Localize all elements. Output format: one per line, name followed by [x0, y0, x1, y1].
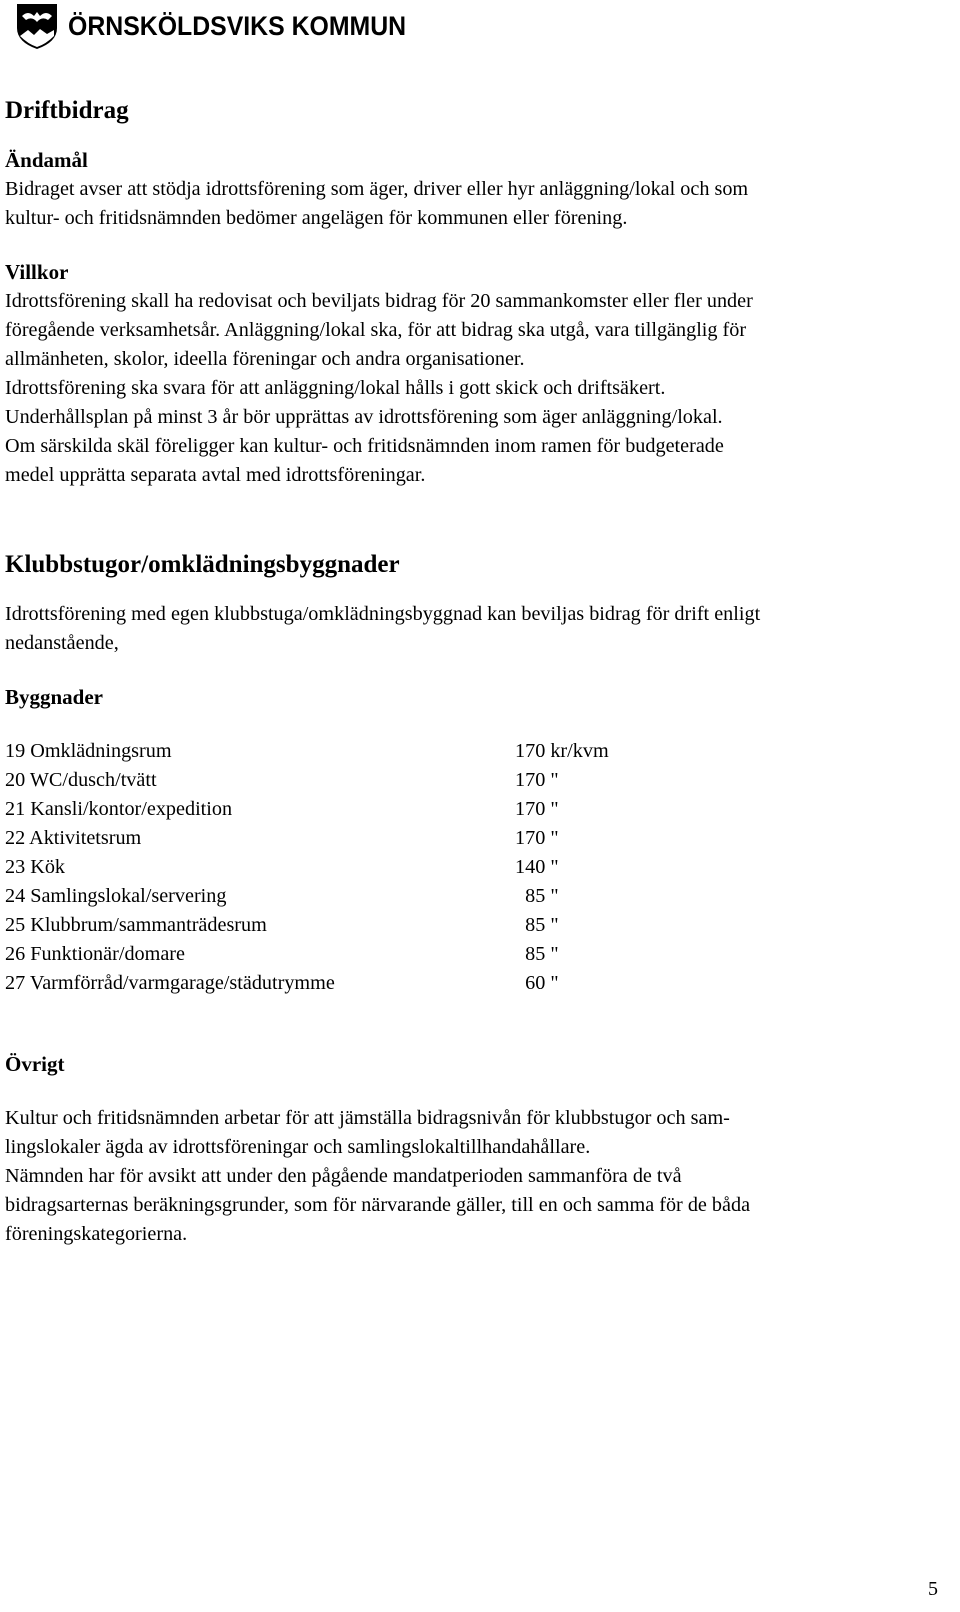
buildings-heading: Byggnader	[5, 685, 104, 709]
conditions-line: medel upprätta separata avtal med idrottsföreningar.	[5, 464, 426, 486]
conditions-line: allmänheten, skolor, ideella föreningar och andra organisationer.	[5, 348, 525, 370]
conditions-line: Om särskilda skäl föreligger kan kultur- och fritidsnämnden inom ramen för budgeterade	[5, 435, 724, 457]
building-name: 23 Kök	[5, 856, 66, 878]
clubhouses-line: nedanstående,	[5, 632, 119, 654]
purpose-line: Bidraget avser att stödja idrottsförening som äger, driver eller hyr anläggning/lokal och som	[5, 178, 749, 200]
municipality-name: ÖRNSKÖLDSVIKS KOMMUN	[68, 10, 407, 41]
building-rate: 170 "	[515, 798, 559, 820]
conditions-line: Idrottsförening ska svara för att anläggning/lokal hålls i gott skick och driftsäkert.	[5, 377, 666, 399]
other-line: föreningskategorierna.	[5, 1223, 188, 1245]
coat-of-arms-icon	[14, 2, 60, 50]
buildings-table	[5, 737, 955, 998]
conditions-line: Idrottsförening skall ha redovisat och beviljats bidrag för 20 sammankomster eller fler under	[5, 290, 753, 312]
building-name: 25 Klubbrum/sammanträdesrum	[5, 914, 267, 936]
purpose-heading: Ändamål	[5, 148, 88, 172]
building-rate: 140 "	[515, 856, 559, 878]
building-rate: 85 "	[515, 943, 559, 965]
building-rate: 170 "	[515, 769, 559, 791]
table-row	[5, 737, 955, 766]
table-row	[5, 853, 955, 882]
other-line: bidragsarternas beräkningsgrunder, som för närvarande gäller, till en och samma för de båda	[5, 1194, 751, 1216]
other-line: Kultur och fritidsnämnden arbetar för att jämställa bidragsnivån för klubbstugor och sam-	[5, 1107, 730, 1129]
building-rate: 85 "	[515, 914, 559, 936]
building-name: 21 Kansli/kontor/expedition	[5, 798, 233, 820]
conditions-line: föregående verksamhetsår. Anläggning/lokal ska, för att bidrag ska utgå, vara tillgänglig för	[5, 319, 747, 341]
building-name: 27 Varmförråd/varmgarage/städutrymme	[5, 972, 335, 994]
table-row	[5, 795, 955, 824]
conditions-line: Underhållsplan på minst 3 år bör upprättas av idrottsförening som äger anläggning/lokal.	[5, 406, 723, 428]
table-row	[5, 766, 955, 795]
header	[14, 0, 436, 52]
building-rate: 170 kr/kvm	[515, 740, 609, 762]
building-name: 20 WC/dusch/tvätt	[5, 769, 157, 791]
table-row	[5, 940, 955, 969]
document-body	[5, 88, 955, 1249]
table-row	[5, 911, 955, 940]
table-row	[5, 824, 955, 853]
page-number: 5	[928, 1578, 938, 1600]
building-rate: 170 "	[515, 827, 559, 849]
other-line: Nämnden har för avsikt att under den pågående mandatperioden sammanföra de två	[5, 1165, 682, 1187]
building-name: 26 Funktionär/domare	[5, 943, 185, 965]
section-title-clubhouses: Klubbstugor/omklädningsbyggnader	[5, 551, 400, 578]
other-line: lingslokaler ägda av idrottsföreningar och samlingslokaltillhandahållare.	[5, 1136, 591, 1158]
table-row	[5, 882, 955, 911]
building-name: 19 Omklädningsrum	[5, 740, 172, 762]
clubhouses-line: Idrottsförening med egen klubbstuga/omklädningsbyggnad kan beviljas bidrag för drift enligt	[5, 603, 761, 625]
page-title: Driftbidrag	[5, 97, 129, 124]
table-row	[5, 969, 955, 998]
other-heading: Övrigt	[5, 1052, 65, 1076]
building-rate: 85 "	[515, 885, 559, 907]
building-name: 24 Samlingslokal/servering	[5, 885, 227, 907]
conditions-heading: Villkor	[5, 260, 69, 284]
purpose-line: kultur- och fritidsnämnden bedömer angelägen för kommunen eller förening.	[5, 207, 628, 229]
building-name: 22 Aktivitetsrum	[5, 827, 142, 849]
building-rate: 60 "	[515, 972, 559, 994]
